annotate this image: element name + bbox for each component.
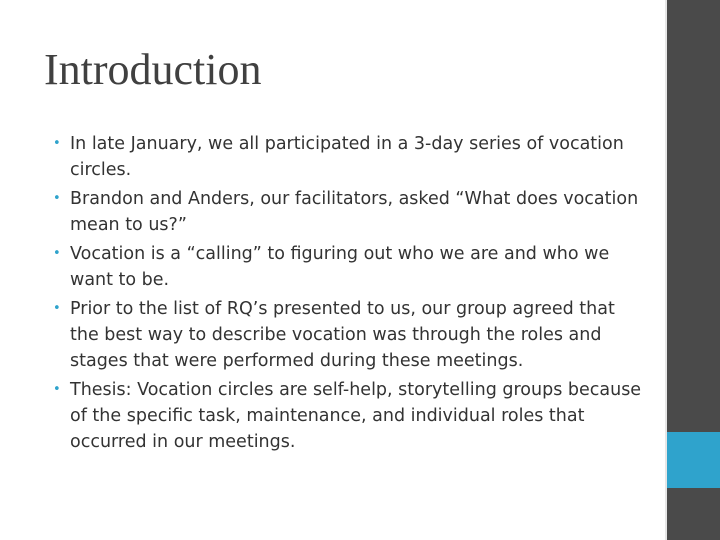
bullet-text: Vocation is a “calling” to figuring out who we are and who we want to be.: [70, 244, 610, 290]
bullet-dot-icon: •: [53, 382, 61, 397]
bullet-text: Prior to the list of RQ’s presented to us, our group agreed that the best way to describe vocation was through the roles and stages that were performed during these meetings.: [70, 299, 615, 371]
slide-title: Introduction: [44, 45, 262, 94]
bullet-dot-icon: •: [53, 301, 61, 316]
bullet-dot-icon: •: [53, 136, 61, 151]
bullet-item: [52, 131, 642, 183]
bullet-item: [52, 377, 642, 455]
bullet-item: [52, 186, 642, 238]
sidebar-accent-block: [667, 432, 720, 488]
bullet-dot-icon: •: [53, 191, 61, 206]
bullet-list: [52, 131, 642, 458]
bullet-item: [52, 241, 642, 293]
bullet-text: In late January, we all participated in a 3-day series of vocation circles.: [70, 134, 624, 180]
bullet-dot-icon: •: [53, 246, 61, 261]
bullet-item: [52, 296, 642, 374]
bullet-text: Brandon and Anders, our facilitators, asked “What does vocation mean to us?”: [70, 189, 639, 235]
bullet-text: Thesis: Vocation circles are self-help, storytelling groups because of the specific task, maintenance, and individual roles that occurred in our meetings.: [70, 380, 642, 452]
